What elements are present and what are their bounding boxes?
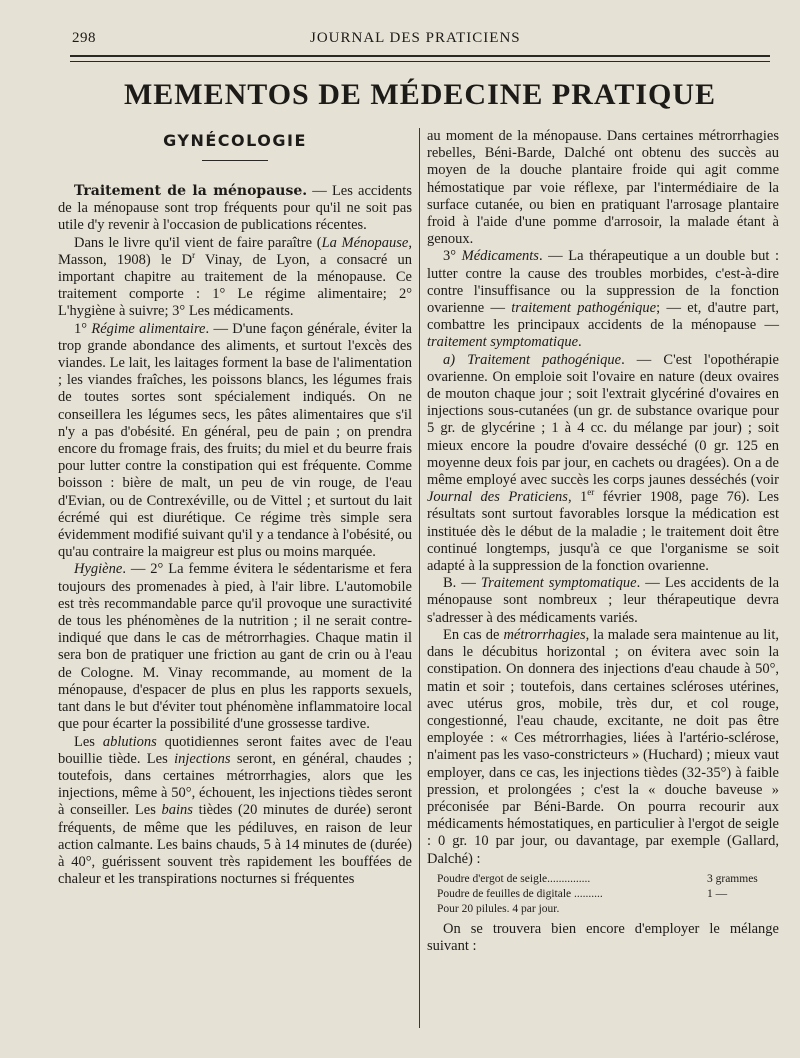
subheading-regime: Régime alimentaire	[91, 320, 206, 337]
column-divider	[419, 128, 420, 1028]
paragraph-pathogenique: a) Traitement pathogénique. — C'est l'opothérapie ovarienne. On emploie soit l'ovaire en nature (deux ovaires de mouton chaque jour ; soit l'extrait glycériné d'ovaires en injections sous-cutanées (un gr. de substance ovarique pour 5 gr. de glycérine ; 1 à 4 cc. du mélange par jour) ; soit mieux encore la poudre d'ovaire desséché (0 gr. 125 en moyenne deux fois par jour, en cachets ou dragées). On a de même employé avec succès les corps jaunes desséchés (voir Journal des Praticiens, 1er février 1908, page 76). Les résultats sont surtout favorables lorsque la médication est instituée dès le début de la maladie ; le traitement doit être continué longtemps, jusqu'à ce que l'organisme se soit adapté à la suppression de la fonction ovarienne.	[427, 351, 780, 575]
right-column	[427, 128, 779, 955]
paragraph-metrorrhagies: En cas de métrorrhagies, la malade sera maintenue au lit, dans le décubitus horizontal ; on évitera avec soin la constipation. On donnera des injections d'eau chaude à 50°, matin et soir ; toutefois, dans certaines scléroses utérines, avec utérus gros, mobile, très dur, et col rouge, congestionné, l'eau chaude, excitante, ne doit pas être employée : « Ces métrorrhagies, liées à l'artério-sclérose, n'aiment pas les vaso-constricteurs » (Huchard) ; mieux vaut employer, dans ce cas, les injections tièdes (32-35°) à faible pression, et prolongées ; c'est la « douche baveuse » préconisée par Béni-Barde. On pourra recourir aux médicaments hémostatiques, en particulier à l'ergot de seigle : 0 gr. 10 par jour, ou davantage, par exemple (Gallard, Dalché) :	[427, 626, 779, 867]
journal-title: JOURNAL DES PRATICIENS	[310, 30, 521, 46]
left-column	[58, 128, 412, 888]
running-header	[0, 30, 800, 52]
paragraph-regime: 1° Régime alimentaire. — D'une façon générale, éviter la trop grande abondance des aliments, et surtout l'excès des viandes. Le lait, les laitages forment la base de l'alimentation ; les viandes fraîches, les poissons blancs, les légumes frais de toutes sortes sont spécialement indiqués. On ne conseillera les légumes secs, les pâtes alimentaires que s'il n'y a pas d'obésité. En général, peu de pain ; on prendra encore du fromage frais, des fruits; du miel et du beurre frais pour lutter contre la constipation qui est fréquente. Comme boisson : bière de malt, un peu de vin rouge, de l'eau d'Evian, ou de Contrexéville, ou de Vittel ; et surtout du lait écrémé qui est diurétique. Ce régime très simple sera évidemment modifié suivant qu'il y a tendance à l'obésité, ou qu'au contraire la maigreur est plus ou moins marquée.	[58, 320, 412, 561]
paragraph-continuation: au moment de la ménopause. Dans certaines métrorrhagies rebelles, Béni-Barde, Dalché ont obtenu des succès au moyen de la douche plantaire froide qui agit comme hémostatique par voie réflexe, par l'intermédiaire de la surface cutanée, ou bien en pratiquant l'arrosage plantaire froid à l'aide d'une pomme d'arrosoir, la malade étant à genoux.	[427, 128, 779, 248]
prescription-line: Poudre d'ergot de seigle............... 3 grammes	[437, 872, 758, 885]
paragraph-medicaments: 3° Médicaments. — La thérapeutique a un double but : lutter contre la cause des troubles morbides, c'est-à-dire contre l'insuffisance ou la suppression de la fonction ovarienne — traitement pathogénique; — et, d'autre part, combattre les principaux accidents de la ménopause — traitement symptomatique.	[427, 248, 779, 351]
prescription	[437, 872, 779, 917]
paragraph-symptomatique: B. — Traitement symptomatique. — Les accidents de la ménopause sont nombreux ; leur thérapeutique devra s'adresser à des médicaments variés.	[427, 575, 780, 626]
page-title: MEMENTOS DE MÉDECINE PRATIQUE	[123, 78, 717, 111]
header-rule-thin	[70, 61, 770, 62]
paragraph-intro: Traitement de la ménopause. — Les accidents de la ménopause sont trop fréquents pour qu'il ne soit pas utile d'y revenir à l'occasion de publications récentes.	[58, 183, 412, 234]
subheading-hygiene: Hygiène	[74, 561, 123, 578]
subheading-symptomatique: Traitement symptomatique	[480, 575, 637, 592]
section-heading: GYNÉCOLOGIE	[163, 131, 307, 150]
paragraph-melange: On se trouvera bien encore d'employer le mélange suivant :	[427, 920, 779, 954]
header-rule-thick	[70, 55, 770, 57]
book-title: La Ménopause	[321, 234, 409, 251]
subheading-medicaments: Médicaments	[461, 248, 539, 265]
paragraph-book: Dans le livre qu'il vient de faire paraître (La Ménopause, Masson, 1908) le $D^r$ Vinay, de Lyon, a consacré un important chapitre au traitement de la ménopause. Ce traitement comporte : 1° Le régime alimentaire; 2° L'hygiène à suivre; 3° Les médicaments.	[58, 234, 412, 320]
subheading-pathogenique: a) Traitement pathogénique	[443, 351, 622, 368]
section-rule	[202, 160, 268, 161]
paragraph-ablutions: Les ablutions quotidiennes seront faites avec de l'eau bouillie tiède. Les injections seront, en général, chaudes ; toutefois, dans certaines métrorrhagies, alors que les injections, même à 50°, échouent, les injections tièdes seront à conseiller. Les bains tièdes (20 minutes de durée) seront fréquents, de même que les pédiluves, en raison de leur action calmante. Les bains chauds, 5 à 14 minutes de (durée) à 40°, guérissent souvent très rapidement les bouffées de chaleur et les transpirations nocturnes si fréquentes	[58, 733, 413, 888]
page-number: 298	[72, 30, 96, 46]
journal-reference: Journal des Praticiens	[427, 489, 568, 506]
prescription-line: Poudre de feuilles de digitale .......... 1 —	[437, 887, 728, 900]
lead-heading: Traitement de la ménopause.	[74, 183, 308, 199]
paragraph-hygiene: Hygiène. — 2° La femme évitera le sédentarisme et fera toujours des promenades à pied, à l'air libre. L'automobile est très recommandable parce qu'il provoque une suractivité de tous les phénomènes de la nutrition ; il ne serait contre-indiqué que dans le cas de métrorrhagies. Chaque matin il sera bon de pratiquer une friction au gant de crin ou à l'eau de Cologne. M. Vinay recommande, au moment de la ménopause, d'espacer de plus en plus les rapports sexuels, tant dans le but d'éviter tout phénomène inflammatoire local que pour écarter la possibilité d'une grossesse tardive.	[58, 561, 412, 733]
prescription-note: Pour 20 pilules. 4 par jour.	[437, 902, 560, 915]
